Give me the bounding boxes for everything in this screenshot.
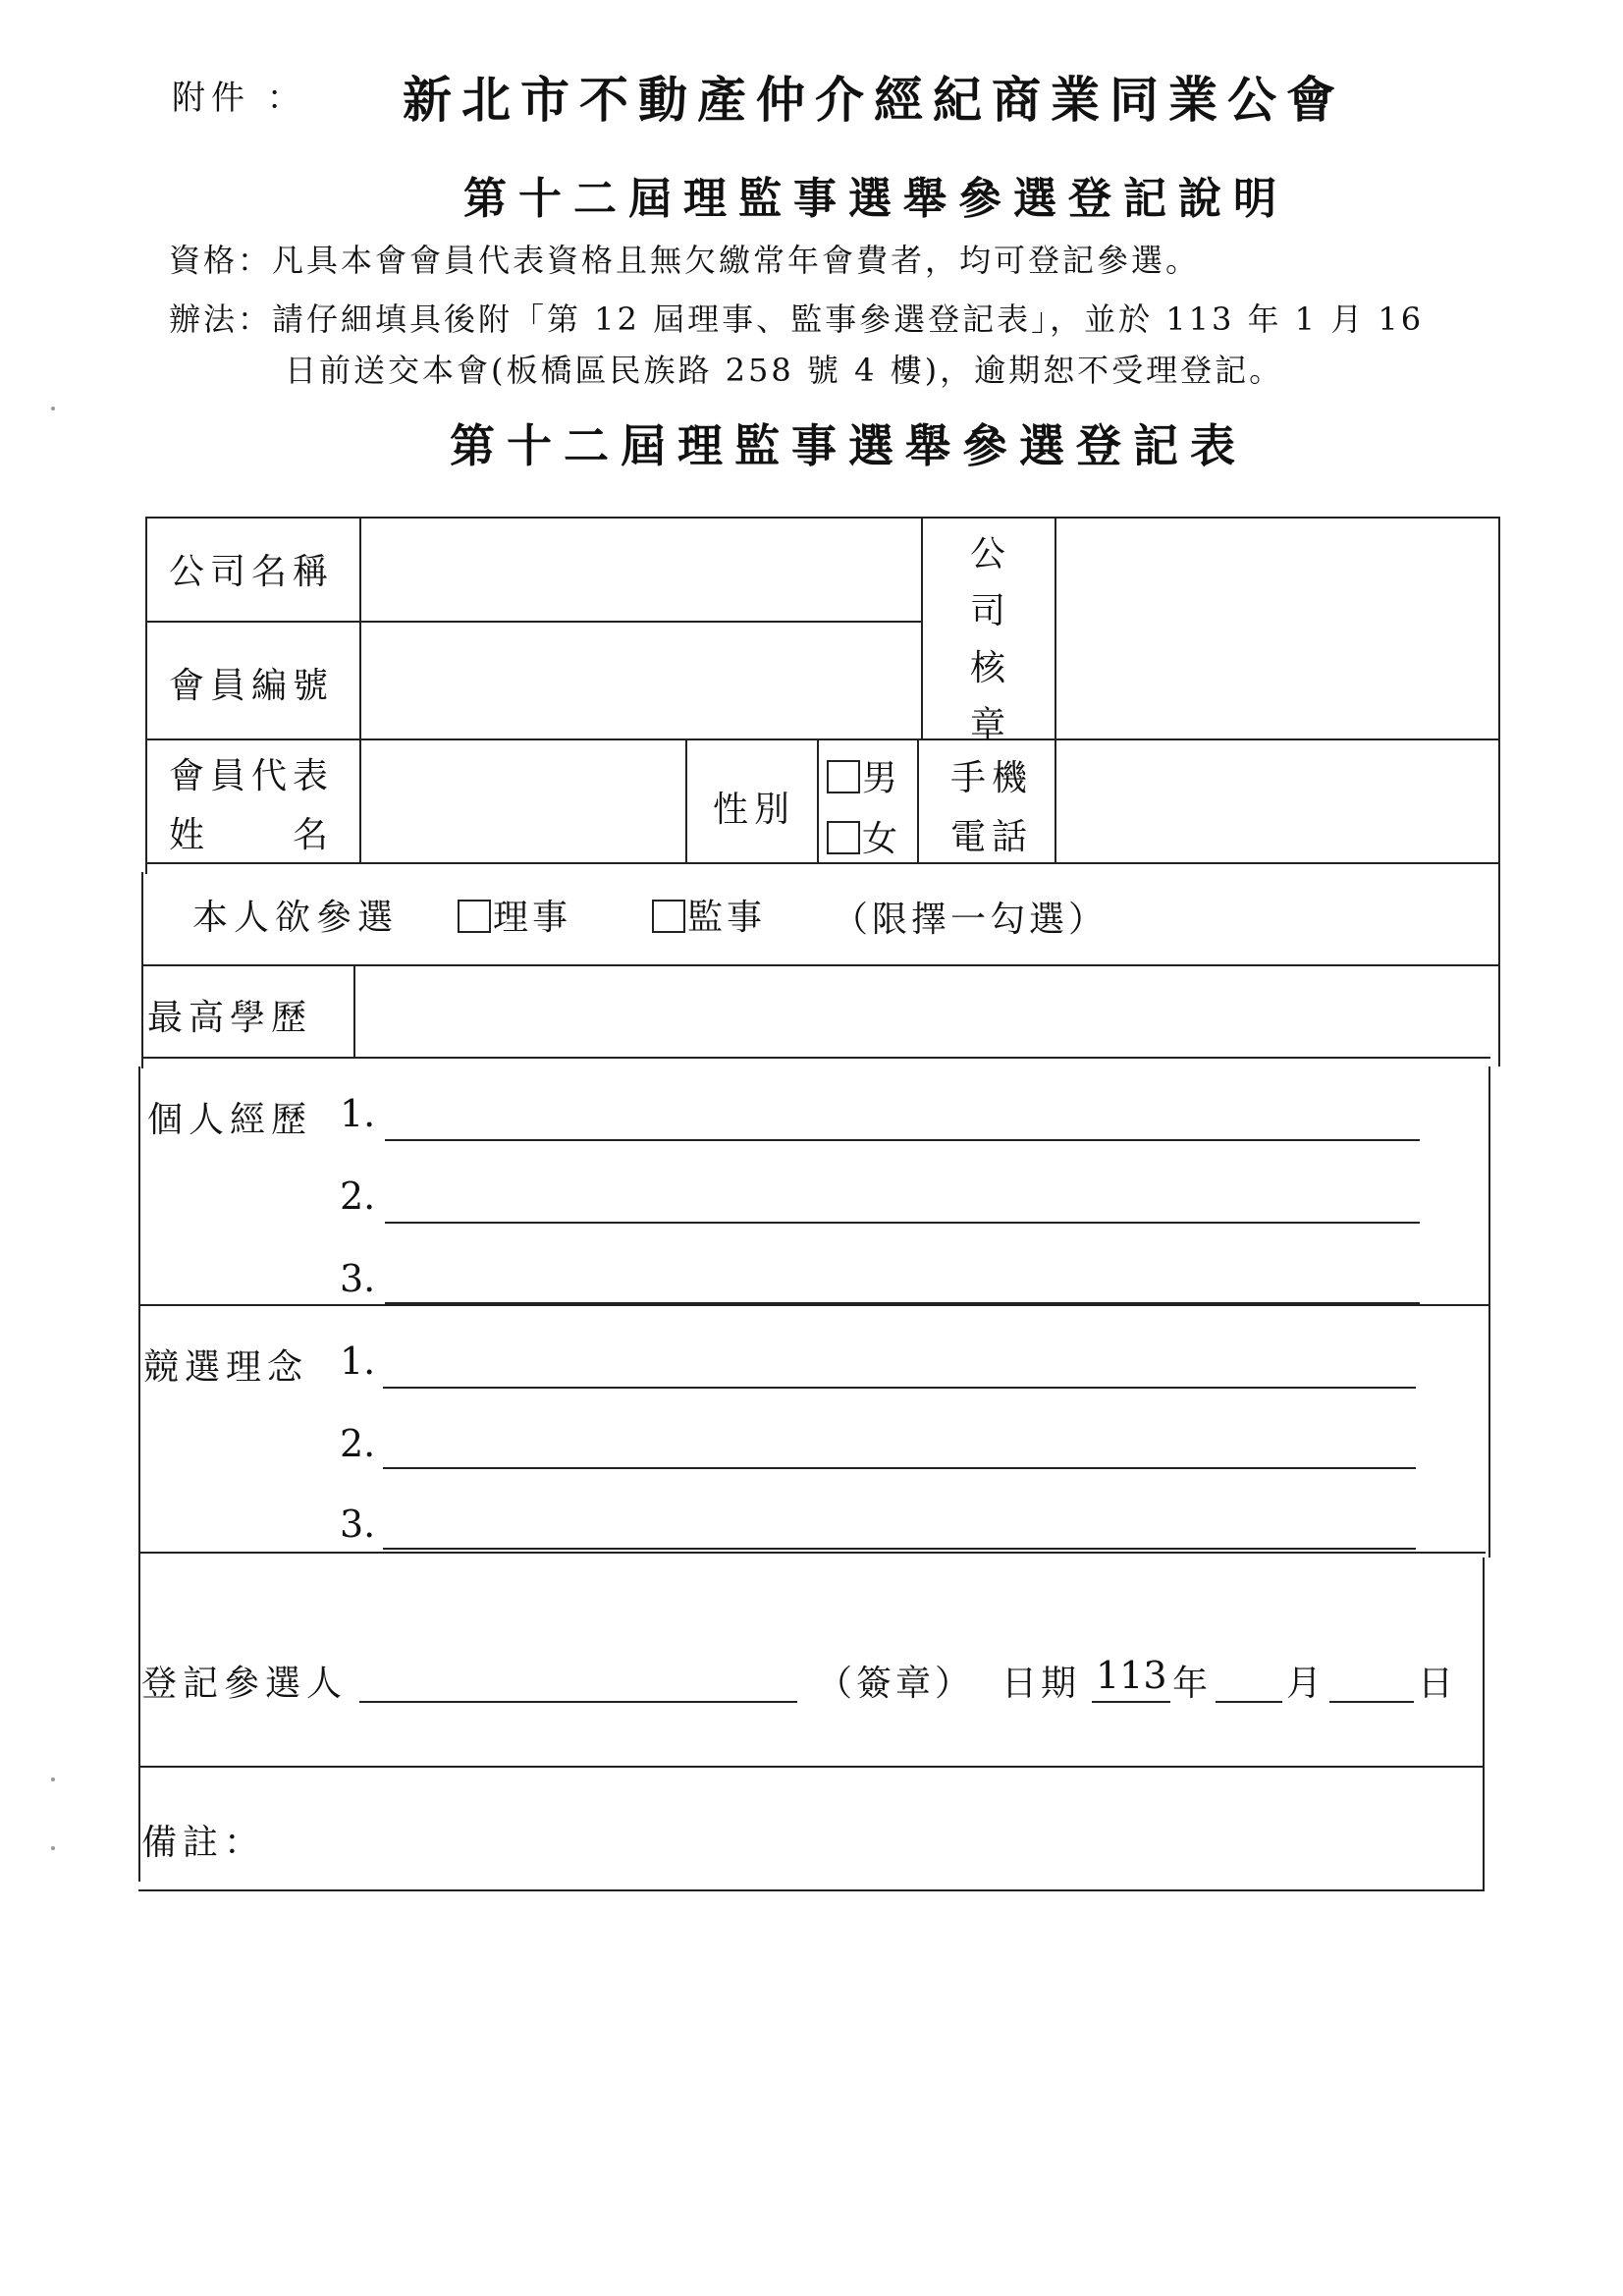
method-text-line2: 日前送交本會(板橋區民族路 258 號 4 樓)，逾期恕不受理登記。 [285,352,1284,389]
gender-male-option[interactable] [827,750,899,800]
experience-line-3[interactable] [385,1302,1420,1304]
qualification-text: 資格：凡具本會會員代表資格且無欠繳常年會費者，均可登記參選。 [169,242,1201,279]
attachment-label: 附件 ： [172,79,306,118]
date-year-value[interactable]: 113 [1096,1654,1167,1697]
method-text-line1: 辦法：請仔細填具後附「第 12 屆理事、監事參選登記表」，並於 113 年 1 月 16 [169,301,1425,338]
form-title: 第十二屆理監事選舉參選登記表 [450,419,1247,472]
scan-speck [51,1846,55,1850]
seal-label-char: 章 [970,705,1012,745]
scan-speck [51,1777,55,1781]
experience-line-1[interactable] [385,1139,1420,1141]
company-seal-area[interactable] [1056,519,1498,738]
director-checkbox[interactable] [458,900,491,933]
supervisor-label: 監事 [687,898,767,938]
registrant-signature-line[interactable] [359,1701,797,1703]
phone-label-line2: 電話 [950,817,1034,857]
experience-label: 個人經歷 [147,1100,313,1140]
experience-item-number: 2. [340,1175,376,1218]
philosophy-line-2[interactable] [383,1467,1416,1469]
gender-label: 性別 [713,790,796,830]
experience-item-number: 1. [340,1092,376,1135]
gender-female-option[interactable] [827,811,899,861]
representative-name-field[interactable] [361,740,685,862]
seal-label-char: 公 [970,534,1012,574]
male-label: 男 [862,758,900,798]
supervisor-option[interactable] [652,890,766,940]
instructions-title: 第十二屆理監事選舉參選登記說明 [463,174,1288,224]
representative-label-line1: 會員代表 [169,756,335,796]
signature-label: （簽章） [817,1664,975,1704]
day-unit: 日 [1418,1664,1460,1704]
philosophy-item-number: 3. [340,1503,376,1546]
director-label: 理事 [493,898,572,938]
education-label: 最高學歷 [147,998,313,1038]
choose-one-note: （限擇一勾選） [833,900,1109,940]
male-checkbox[interactable] [827,760,860,793]
organization-name: 新北市不動產仲介經紀商業同業公會 [403,71,1345,129]
phone-field[interactable] [1056,740,1498,862]
date-label: 日期 [1001,1664,1081,1704]
experience-item-number: 3. [340,1257,376,1300]
scan-speck [51,407,55,410]
registrant-label: 登記參選人 [141,1664,349,1704]
remarks-label: 備註： [141,1823,266,1863]
philosophy-line-1[interactable] [383,1387,1416,1389]
director-option[interactable] [458,890,571,940]
company-name-label: 公司名稱 [169,552,335,592]
date-year-underline [1092,1701,1170,1703]
experience-line-2[interactable] [385,1222,1420,1224]
female-checkbox[interactable] [827,821,860,854]
date-day-line[interactable] [1329,1701,1414,1703]
seal-label-char: 司 [970,591,1012,631]
philosophy-item-number: 1. [340,1339,376,1383]
seal-label-char: 核 [970,648,1012,688]
member-number-field[interactable] [361,623,921,738]
year-unit: 年 [1172,1664,1215,1704]
member-number-label: 會員編號 [169,666,335,706]
female-label: 女 [862,819,900,859]
company-name-field[interactable] [361,519,921,621]
month-unit: 月 [1286,1664,1328,1704]
philosophy-item-number: 2. [340,1422,376,1465]
representative-label-line2: 姓 名 [169,815,335,855]
phone-label-line1: 手機 [950,758,1034,798]
supervisor-checkbox[interactable] [652,900,685,933]
philosophy-line-3[interactable] [383,1548,1416,1550]
philosophy-label: 競選理念 [143,1347,309,1388]
run-for-label: 本人欲參選 [192,898,400,938]
date-month-line[interactable] [1216,1701,1282,1703]
remarks-field[interactable] [255,1770,1481,1887]
education-field[interactable] [355,966,1487,1057]
